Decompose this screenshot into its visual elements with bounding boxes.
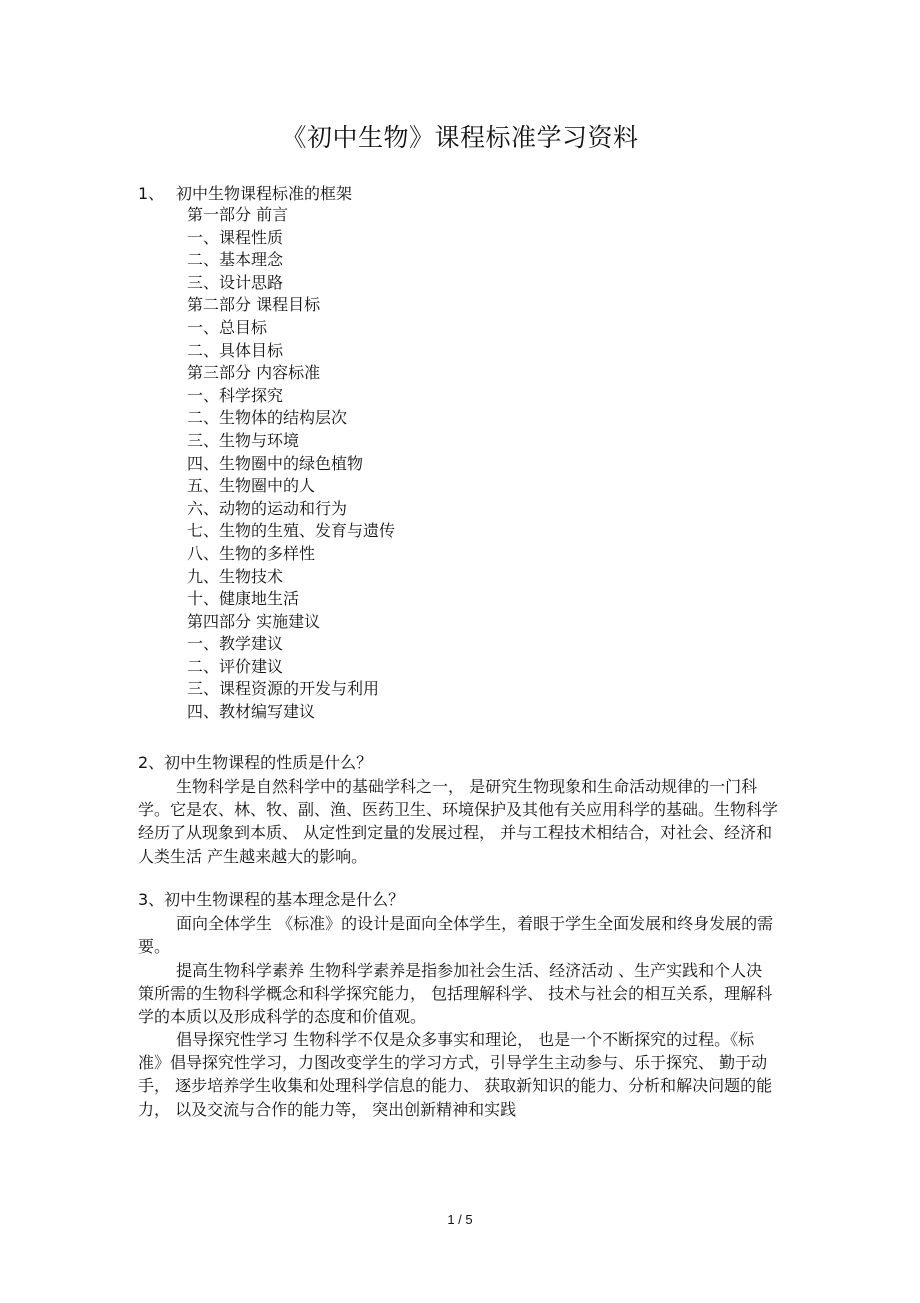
section-3-paragraph-3: 倡导探究性学习 生物科学不仅是众多事实和理论， 也是一个不断探究的过程。《标准》倡导探究性学习，力图改变学生的学习方式，引导学生主动参与、乐于探究、 勤于动手， 逐步培养学生收集和处理科学信息的能力、 获取新知识的能力、分析和解决问题的能力， 以及交流与合作的能力等， 突出创新精神和实践 xyxy=(138,1030,773,1119)
outline-item: 五、生物圈中的人 xyxy=(187,476,316,496)
section-3-paragraph-2: 提高生物科学素养 生物科学素养是指参加社会生活、经济活动 、生产实践和个人决策所需的生物科学概念和科学探究能力， 包括理解科学、 技术与社会的相互关系，理解科学的本质以及形成科学的态度和价值观。 xyxy=(138,961,773,1027)
outline-item: 三、课程资源的开发与利用 xyxy=(187,679,380,699)
outline-item: 一、科学探究 xyxy=(187,385,284,405)
outline-item: 三、生物与环境 xyxy=(187,430,300,450)
section-3-paragraph-1: 面向全体学生 《标准》的设计是面向全体学生，着眼于学生全面发展和终身发展的需要。 xyxy=(138,914,774,957)
outline-item: 二、具体目标 xyxy=(187,340,284,360)
page-number: 1 / 5 xyxy=(447,1212,473,1227)
outline-item: 一、课程性质 xyxy=(187,227,284,247)
outline-item: 二、评价建议 xyxy=(187,656,284,676)
outline-item: 六、动物的运动和行为 xyxy=(187,498,348,518)
outline-item: 二、生物体的结构层次 xyxy=(187,408,348,428)
section-1-title: 初中生物课程标准的框架 xyxy=(176,184,353,203)
document-title: 《初中生物》课程标准学习资料 xyxy=(281,123,639,152)
section-1-heading xyxy=(138,183,352,205)
outline-item: 第二部分 课程目标 xyxy=(187,295,321,315)
section-1-number: 1、 xyxy=(138,184,165,203)
outline-item: 第四部分 实施建议 xyxy=(187,611,321,631)
outline-item: 第三部分 内容标准 xyxy=(187,363,321,383)
outline-item: 十、健康地生活 xyxy=(187,589,300,609)
outline-item: 一、教学建议 xyxy=(187,634,284,654)
outline-item: 三、设计思路 xyxy=(187,272,284,292)
outline-item: 七、生物的生殖、发育与遗传 xyxy=(187,521,396,541)
outline-item: 四、生物圈中的绿色植物 xyxy=(187,453,364,473)
outline-item: 一、总目标 xyxy=(187,317,268,337)
outline-item: 四、教材编写建议 xyxy=(187,702,316,722)
section-2-paragraph: 生物科学是自然科学中的基础学科之一， 是研究生物现象和生命活动规律的一门科学。它是农、林、牧、副、渔、医药卫生、环境保护及其他有关应用科学的基础。生物科学经历了从现象到本质、 从定性到定量的发展过程， 并与工程技术相结合，对社会、经济和人类生活 产生越来越大的影响。 xyxy=(138,777,779,866)
outline-item: 九、生物技术 xyxy=(187,566,284,586)
section-3-heading: 3、初中生物课程的基本理念是什么？ xyxy=(138,890,405,909)
section-2-heading: 2、初中生物课程的性质是什么？ xyxy=(138,753,373,772)
framework-outline xyxy=(187,204,395,724)
outline-item: 八、生物的多样性 xyxy=(187,543,316,563)
outline-item: 第一部分 前言 xyxy=(187,205,289,224)
outline-item: 二、基本理念 xyxy=(187,250,284,270)
